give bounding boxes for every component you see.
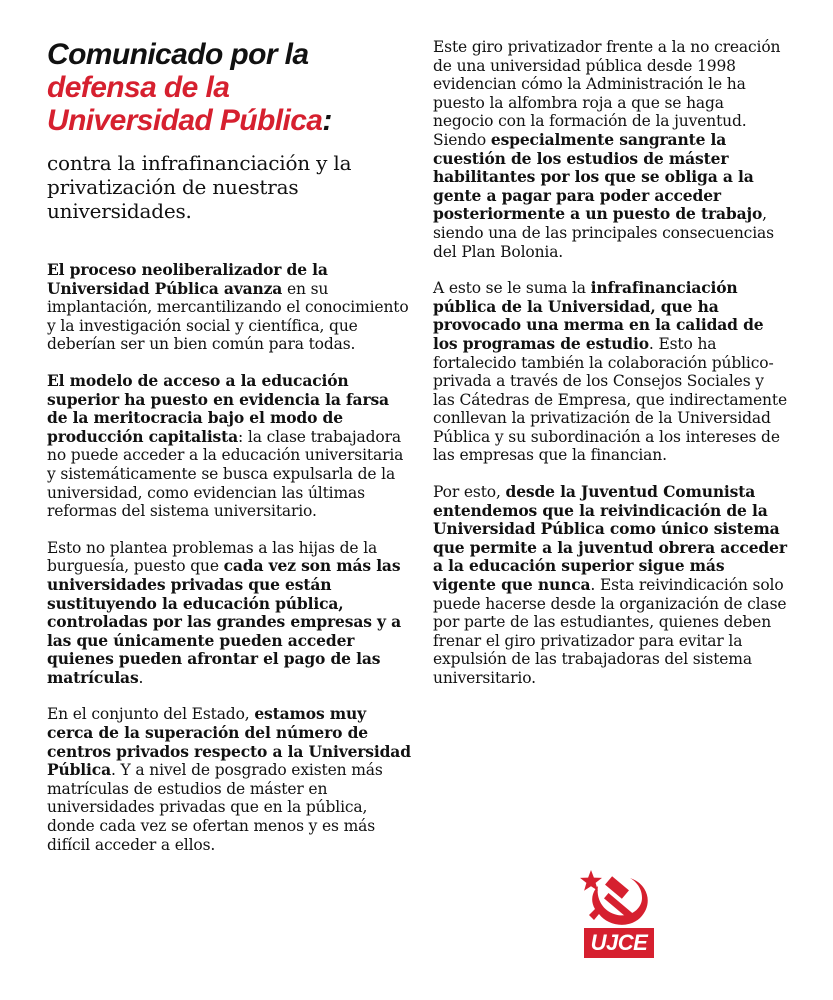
ujce-logo — [578, 868, 660, 960]
paragraph-1-bold: El proceso neoliberalizador de la Universidad Pública avanza — [47, 260, 328, 298]
title-line-2: defensa de la — [47, 71, 230, 104]
paragraph-5-post: , siendo una de las principales consecuencias del Plan Bolonia. — [433, 205, 774, 261]
paragraph-3-bold: cada vez son más las universidades privadas que están sustituyendo la educación pública, controladas por las grandes empresas y a las que únicamente pueden acceder quienes pueden afrontar el pago de las matrículas — [47, 556, 402, 687]
title-line-3: Universidad Pública — [47, 104, 323, 137]
paragraph-7-pre: Por esto, — [433, 483, 506, 502]
paragraph-1 — [47, 261, 412, 354]
paragraph-5 — [433, 38, 788, 261]
paragraph-6-post: . Esto ha fortalecido también la colaboración público-privada a través de los Consejos Sociales y las Cátedras de Empresa, que indirectamente conllevan la privatización de la Universidad Pública y su subordinación a los intereses de las empresas que la financian. — [433, 334, 787, 465]
paragraph-2-text: : la clase trabajadora no puede acceder a la educación universitaria y sistemáticamente se busca expulsarla de la universidad, como evidencian las últimas reformas del sistema universitario. — [47, 427, 404, 521]
paragraph-3 — [47, 539, 412, 688]
paragraph-6 — [433, 279, 788, 465]
paragraph-1-text: en su implantación, mercantilizando el conocimiento y la investigación social y científica, que deberían ser un bien común para todas. — [47, 279, 409, 354]
paragraph-7-bold: desde la Juventud Comunista entendemos que la reivindicación de la Universidad Pública como único sistema que permite a la juventud obrera acceder a la educación superior sigue más vigente que nunca — [433, 482, 787, 595]
paragraph-3-pre: Esto no plantea problemas a las hijas de la burguesía, puesto que — [47, 538, 378, 576]
paragraph-7-post: . Esta reivindicación solo puede hacerse desde la organización de clase por parte de las estudiantes, quienes deben frenar el giro privatizador para evitar la expulsión de las trabajadoras del sistema universitario. — [433, 576, 787, 687]
paragraph-3-post: . — [138, 668, 144, 687]
page-title — [47, 38, 412, 137]
subtitle: contra la infrafinanciación y la privatización de nuestras universidades. — [47, 151, 352, 223]
paragraph-2 — [47, 372, 412, 521]
paragraph-2-bold: El modelo de acceso a la educación superior ha puesto en evidencia la farsa de la meritocracia bajo el modo de producción capitalista — [47, 370, 389, 446]
paragraph-4-post: . Y a nivel de posgrado existen más matrículas de estudios de máster en universidades privadas que en la pública, donde cada vez se ofertan menos y es más difícil acceder a ellos. — [47, 761, 383, 854]
paragraph-4-bold: estamos muy cerca de la superación del número de centros privados respecto a la Universidad Pública — [47, 704, 411, 780]
paragraph-5-bold: especialmente sangrante la cuestión de los estudios de máster habilitantes por los que se obliga a la gente a pagar para poder acceder posteriormente a un puesto de trabajo — [433, 129, 763, 224]
logo-wordmark: UJCE — [584, 928, 654, 958]
paragraph-7 — [433, 483, 788, 688]
star-hammer-sickle-icon — [578, 868, 660, 930]
left-column — [47, 0, 412, 854]
paragraph-6-bold: infrafinanciación pública de la Universidad, que ha provocado una merma en la calidad de los programas de estudio — [433, 278, 764, 353]
paragraph-5-pre: Este giro privatizador frente a la no creación de una universidad pública desde 1998 evidencian cómo la Administración le ha puesto la alfombra roja a que se haga negocio con la formación de la juventud. Siendo — [433, 38, 781, 149]
paragraph-6-pre: A esto se le suma la — [433, 279, 591, 298]
paragraph-4 — [47, 705, 412, 854]
paragraph-4-pre: En el conjunto del Estado, — [47, 705, 255, 724]
title-line-1: Comunicado por la — [47, 38, 309, 71]
title-colon: : — [322, 104, 332, 137]
right-column — [433, 0, 788, 688]
